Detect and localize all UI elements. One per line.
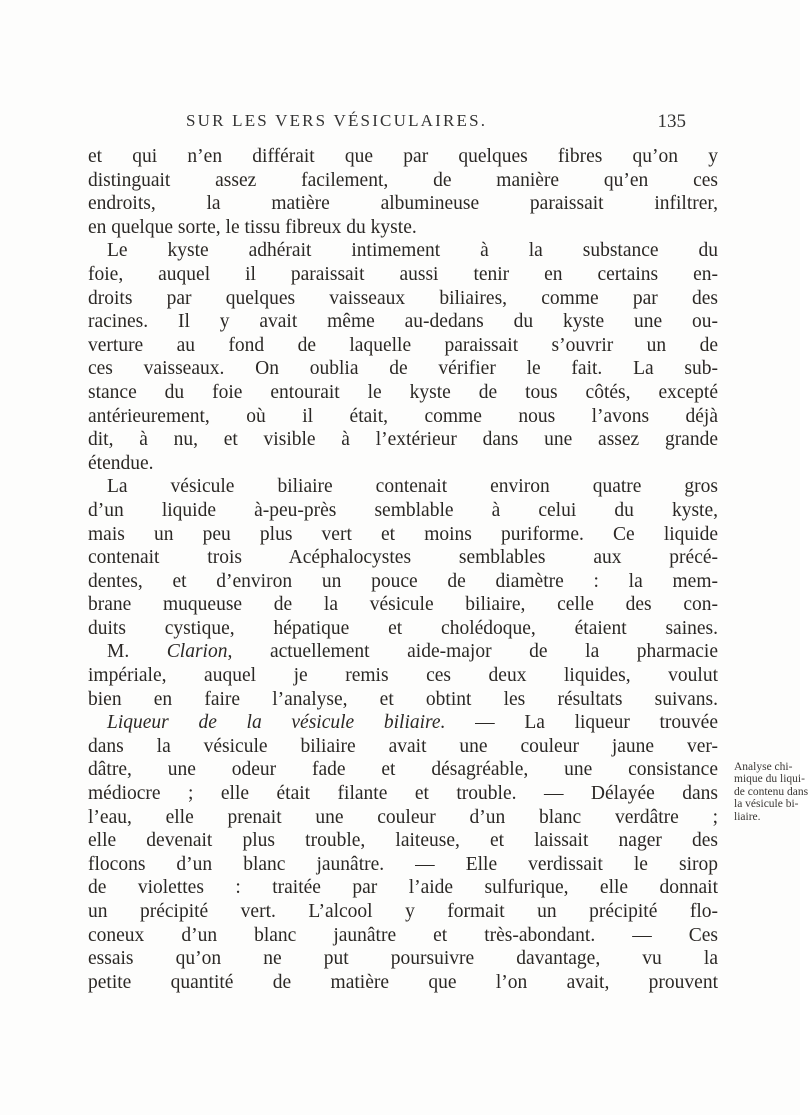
text-line: d’un liquide à-peu-près semblable à celui du kyste, xyxy=(88,499,718,521)
text-line: un précipité vert. L’alcool y formait un précipité flo- xyxy=(88,901,718,922)
margin-note-line: mique du liqui- xyxy=(734,773,805,786)
text-line: médiocre ; elle était filante et trouble. — Délayée dans xyxy=(88,783,718,805)
text-line: impériale, auquel je remis ces deux liquides, voulut xyxy=(88,665,718,687)
text-line: duits cystique, hépatique et cholédoque, étaient saines. xyxy=(88,617,718,639)
text-line: brane muqueuse de la vésicule biliaire, celle des con- xyxy=(88,594,718,616)
text-line: elle devenait plus trouble, laiteuse, et laissait nager des xyxy=(88,830,718,852)
running-head-title: SUR LES VERS VÉSICULAIRES. xyxy=(186,111,488,130)
section-run-in-heading: Liqueur de la vésicule biliaire. xyxy=(107,712,446,734)
text-line: flocons d’un blanc jaunâtre. — Elle verdissait le sirop xyxy=(88,853,718,875)
text-line: droits par quelques vaisseaux biliaires, comme par des xyxy=(88,287,718,309)
text-line: Le kyste adhérait intimement à la substance du xyxy=(107,240,718,262)
text-line: distinguait assez facilement, de manière qu’en ces xyxy=(88,169,718,191)
body-text xyxy=(88,145,718,994)
margin-note xyxy=(734,761,808,823)
text-line: dâtre, une odeur fade et désagréable, une consistance xyxy=(88,759,718,781)
text-line: racines. Il y avait même au-dedans du kyste une ou- xyxy=(88,311,718,333)
text-line: mais un peu plus vert et moins puriforme. Ce liquide xyxy=(88,523,718,545)
margin-note-line: de contenu dans xyxy=(734,785,808,798)
text-line: dit, à nu, et visible à l’extérieur dans une assez grande xyxy=(88,429,718,451)
text-line: et qui n’en différait que par quelques fibres qu’on y xyxy=(88,146,718,167)
text-line: stance du foie entourait le kyste de tous côtés, excepté xyxy=(88,381,718,403)
text-line: ces vaisseaux. On oublia de vérifier le fait. La sub- xyxy=(88,358,718,380)
text-line: de violettes : traitée par l’aide sulfurique, elle donnait xyxy=(88,877,718,899)
text-line: étendue. xyxy=(88,452,154,474)
text-line: verture au fond de laquelle paraissait s’ouvrir un de xyxy=(88,334,718,356)
person-name: Clarion xyxy=(166,641,228,663)
text-line: petite quantité de matière que l’on avait, prouvent xyxy=(88,971,718,993)
margin-note-line: la vésicule bi- xyxy=(734,798,799,811)
text-line: antérieurement, où il était, comme nous l’avons déjà xyxy=(88,405,718,427)
text-span: , actuellement aide-major de la pharmacie xyxy=(227,641,718,663)
text-span: M. xyxy=(107,641,167,663)
text-line: coneux d’un blanc jaunâtre et très-abondant. — Ces xyxy=(88,924,718,946)
text-line-clarion xyxy=(88,640,718,664)
text-line: dentes, et d’environ un pouce de diamètre : la mem- xyxy=(88,570,718,592)
text-line: La vésicule biliaire contenait environ quatre gros xyxy=(107,476,718,498)
text-line: dans la vésicule biliaire avait une couleur jaune ver- xyxy=(88,735,718,757)
text-line: l’eau, elle prenait une couleur d’un blanc verdâtre ; xyxy=(88,806,718,828)
text-line: endroits, la matière albumineuse paraissait infiltrer, xyxy=(88,193,718,215)
page-number: 135 xyxy=(657,111,686,132)
text-line: bien en faire l’analyse, et obtint les résultats suivans. xyxy=(88,688,718,710)
text-span: — La liqueur trouvée xyxy=(445,712,718,734)
text-line: contenait trois Acéphalocystes semblables aux précé- xyxy=(88,547,718,569)
text-line: en quelque sorte, le tissu fibreux du kyste. xyxy=(88,216,417,238)
text-line: foie, auquel il paraissait aussi tenir en certains en- xyxy=(88,263,718,285)
text-line: essais qu’on ne put poursuivre davantage, vu la xyxy=(88,948,718,970)
margin-note-line: Analyse chi- xyxy=(734,761,793,773)
margin-note-line: liaire. xyxy=(734,810,761,823)
text-line-section-heading xyxy=(88,711,718,735)
